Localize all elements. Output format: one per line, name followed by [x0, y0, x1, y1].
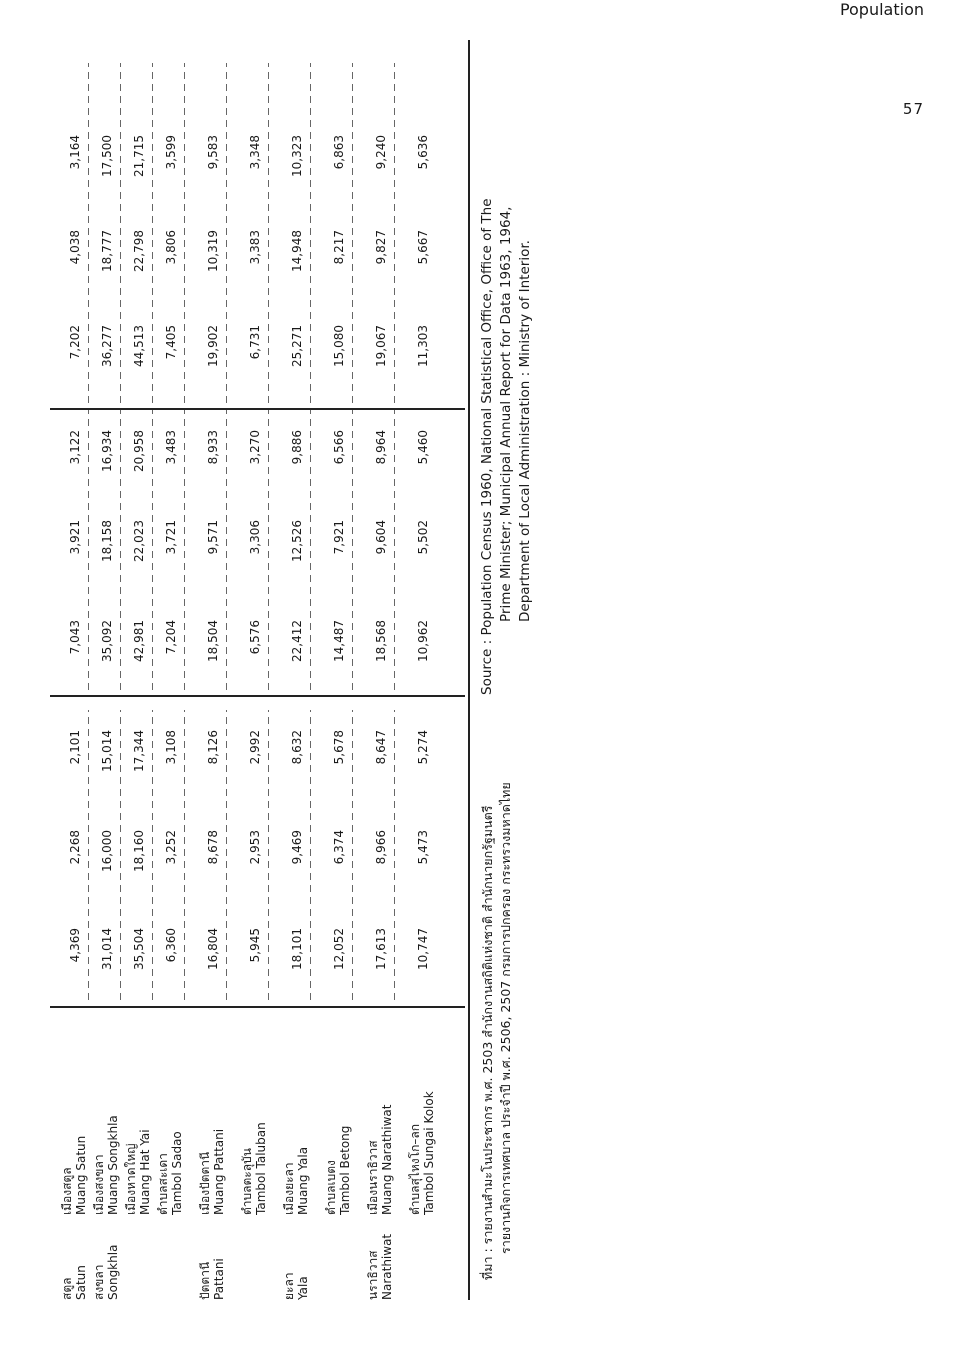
province-name [282, 1220, 310, 1300]
population-value: 9,571 [206, 520, 220, 555]
population-value: 18,504 [206, 620, 220, 662]
population-value: 6,374 [332, 830, 346, 865]
province-english: Narathiwat [380, 1233, 394, 1300]
population-value: 18,158 [100, 520, 114, 562]
municipality-name [282, 1015, 310, 1215]
row-separator [352, 710, 353, 1000]
table-row [324, 40, 356, 1300]
thai-footnote-line-1: ที่มา : รายงานสำมะโนประชากร พ.ศ. 2503 สำนักงานสถิติแห่งชาติ สำนักนายกรัฐมนตรี [480, 805, 495, 1280]
population-value: 2,101 [68, 730, 82, 765]
table-row [124, 40, 156, 1300]
table-row [92, 40, 124, 1300]
population-value: 10,319 [206, 230, 220, 272]
municipality-thai: เมืองยะลา [282, 1162, 296, 1215]
row-separator [152, 410, 153, 690]
municipality-thai: เมืองสงขลา [92, 1154, 106, 1215]
row-separator [310, 63, 311, 403]
row-separator [88, 410, 89, 690]
population-value: 2,268 [68, 830, 82, 865]
population-value: 12,526 [290, 520, 304, 562]
population-value: 7,043 [68, 620, 82, 655]
row-separator [310, 410, 311, 690]
municipality-english: Muang Yala [296, 1146, 310, 1215]
row-separator [88, 710, 89, 1000]
row-separator [120, 63, 121, 403]
municipality-english: Muang Pattani [212, 1128, 226, 1215]
row-separator [120, 710, 121, 1000]
table-row [156, 40, 188, 1300]
population-value: 44,513 [132, 325, 146, 367]
municipality-name [60, 1015, 88, 1215]
population-value: 3,921 [68, 520, 82, 555]
population-value: 7,921 [332, 520, 346, 555]
population-value: 5,667 [416, 230, 430, 265]
population-value: 19,067 [374, 325, 388, 367]
population-value: 6,360 [164, 928, 178, 963]
population-value: 8,933 [206, 430, 220, 465]
province-thai: นราธิวาส [366, 1250, 380, 1300]
page-number: 57 [902, 100, 924, 118]
population-value: 8,678 [206, 830, 220, 865]
population-value: 8,647 [374, 730, 388, 765]
population-value: 16,804 [206, 928, 220, 970]
province-thai: สตูล [60, 1277, 74, 1300]
population-value: 9,827 [374, 230, 388, 265]
population-value: 9,240 [374, 135, 388, 170]
population-value: 6,731 [248, 325, 262, 360]
row-separator [268, 63, 269, 403]
population-value: 3,348 [248, 135, 262, 170]
population-value: 22,412 [290, 620, 304, 662]
population-value: 20,958 [132, 430, 146, 472]
rotated-table-region [30, 40, 630, 1300]
row-separator [152, 63, 153, 403]
source-line-3: Department of Local Administration : Ministry of Interior. [517, 240, 533, 622]
municipality-english: Muang Satun [74, 1135, 88, 1215]
population-value: 25,271 [290, 325, 304, 367]
population-value: 6,566 [332, 430, 346, 465]
population-value: 7,405 [164, 325, 178, 360]
population-value: 7,204 [164, 620, 178, 655]
population-value: 8,964 [374, 430, 388, 465]
population-value: 3,721 [164, 520, 178, 555]
table-row [60, 40, 92, 1300]
municipality-thai: เมืองปัตตานี [198, 1151, 212, 1215]
population-value: 17,500 [100, 135, 114, 177]
population-value: 15,014 [100, 730, 114, 772]
population-value: 16,934 [100, 430, 114, 472]
row-separator [352, 410, 353, 690]
row-separator [352, 63, 353, 403]
municipality-thai: เมืองหาดใหญ่ [124, 1143, 138, 1215]
source-line-1: Source : Population Census 1960, National Statistical Office, Office of The [479, 198, 495, 695]
population-value: 36,277 [100, 325, 114, 367]
population-value: 10,323 [290, 135, 304, 177]
population-value: 3,599 [164, 135, 178, 170]
population-value: 19,902 [206, 325, 220, 367]
row-separator [268, 710, 269, 1000]
table-row [240, 40, 272, 1300]
municipality-english: Tambol Betong [338, 1125, 352, 1215]
population-value: 3,108 [164, 730, 178, 765]
row-separator [88, 63, 89, 403]
municipality-english: Muang Hat Yai [138, 1129, 152, 1215]
thai-footnote-line-2: รายงานกิจการเทศบาล ประจำปี พ.ศ. 2506, 2507 กรมการปกครอง กระทรวงมหาดไทย [498, 782, 513, 1254]
row-separator [226, 710, 227, 1000]
population-value: 4,038 [68, 230, 82, 265]
municipality-name [92, 1015, 120, 1215]
row-separator [184, 410, 185, 690]
row-separator [310, 710, 311, 1000]
population-value: 21,715 [132, 135, 146, 177]
row-separator [184, 710, 185, 1000]
population-value: 8,632 [290, 730, 304, 765]
row-separator [226, 410, 227, 690]
population-value: 5,678 [332, 730, 346, 765]
population-value: 7,202 [68, 325, 82, 360]
row-separator [152, 710, 153, 1000]
row-separator [394, 710, 395, 1000]
population-value: 17,344 [132, 730, 146, 772]
row-separator [226, 63, 227, 403]
population-value: 35,092 [100, 620, 114, 662]
municipality-name [408, 1015, 436, 1215]
population-value: 2,992 [248, 730, 262, 765]
population-value: 5,945 [248, 928, 262, 963]
table-row [282, 40, 314, 1300]
row-separator [394, 410, 395, 690]
population-value: 10,962 [416, 620, 430, 662]
population-value: 16,000 [100, 830, 114, 872]
municipality-name [240, 1015, 268, 1215]
population-value: 12,052 [332, 928, 346, 970]
table-row [198, 40, 230, 1300]
municipality-name [324, 1015, 352, 1215]
population-value: 14,948 [290, 230, 304, 272]
municipality-name [366, 1015, 394, 1215]
population-value: 14,487 [332, 620, 346, 662]
row-separator [394, 63, 395, 403]
province-thai: สงขลา [92, 1264, 106, 1300]
table-row [366, 40, 398, 1300]
population-value: 11,303 [416, 325, 430, 367]
province-thai: ปัตตานี [198, 1261, 212, 1300]
province-thai: ยะลา [282, 1272, 296, 1300]
population-value: 2,953 [248, 830, 262, 865]
population-value: 3,122 [68, 430, 82, 465]
rule-table-bottom [468, 40, 470, 1300]
municipality-name [156, 1015, 184, 1215]
row-separator [268, 410, 269, 690]
population-value: 8,126 [206, 730, 220, 765]
population-value: 6,863 [332, 135, 346, 170]
population-value: 9,469 [290, 830, 304, 865]
table-row [408, 40, 440, 1300]
municipality-name [124, 1015, 152, 1215]
municipality-english: Muang Narathiwat [380, 1104, 394, 1215]
population-value: 3,483 [164, 430, 178, 465]
population-value: 3,164 [68, 135, 82, 170]
municipality-thai: เมืองสตูล [60, 1167, 74, 1215]
population-value: 3,252 [164, 830, 178, 865]
population-value: 5,502 [416, 520, 430, 555]
population-value: 18,568 [374, 620, 388, 662]
population-value: 3,270 [248, 430, 262, 465]
municipality-thai: ตำบลสะเดา [156, 1153, 170, 1215]
population-value: 9,604 [374, 520, 388, 555]
population-value: 3,383 [248, 230, 262, 265]
population-value: 3,806 [164, 230, 178, 265]
population-value: 18,101 [290, 928, 304, 970]
municipality-name [198, 1015, 226, 1215]
population-value: 31,014 [100, 928, 114, 970]
municipality-english: Muang Songkhla [106, 1115, 120, 1215]
population-value: 35,504 [132, 928, 146, 970]
population-value: 6,576 [248, 620, 262, 655]
population-value: 3,306 [248, 520, 262, 555]
municipality-english: Tambol Sadao [170, 1131, 184, 1215]
population-value: 42,981 [132, 620, 146, 662]
municipality-thai: เมืองนราธิวาส [366, 1140, 380, 1215]
page-title: Population [839, 0, 924, 19]
province-name [366, 1220, 394, 1300]
municipality-english: Tambol Taluban [254, 1122, 268, 1215]
province-english: Satun [74, 1265, 88, 1300]
province-english: Songkhla [106, 1244, 120, 1300]
population-value: 18,160 [132, 830, 146, 872]
row-separator [184, 63, 185, 403]
province-name [60, 1220, 88, 1300]
population-value: 8,217 [332, 230, 346, 265]
population-value: 5,274 [416, 730, 430, 765]
population-value: 5,636 [416, 135, 430, 170]
province-name [198, 1220, 226, 1300]
population-value: 22,023 [132, 520, 146, 562]
province-name [92, 1220, 120, 1300]
population-value: 9,886 [290, 430, 304, 465]
municipality-thai: ตำบลตะลุบัน [240, 1148, 254, 1215]
province-english: Pattani [212, 1258, 226, 1300]
municipality-thai: ตำบลเบตง [324, 1160, 338, 1215]
row-separator [120, 410, 121, 690]
population-value: 8,966 [374, 830, 388, 865]
province-english: Yala [296, 1276, 310, 1300]
population-value: 18,777 [100, 230, 114, 272]
population-value: 9,583 [206, 135, 220, 170]
population-value: 22,798 [132, 230, 146, 272]
population-value: 10,747 [416, 928, 430, 970]
municipality-english: Tambol Sungai Kolok [422, 1091, 436, 1215]
municipality-thai: ตำบลสุไหงโก–ลก [408, 1124, 422, 1215]
population-value: 5,473 [416, 830, 430, 865]
population-value: 5,460 [416, 430, 430, 465]
source-line-2: Prime Minister; Municipal Annual Report for Data 1963, 1964, [498, 206, 514, 622]
population-value: 17,613 [374, 928, 388, 970]
population-value: 4,369 [68, 928, 82, 963]
population-value: 15,080 [332, 325, 346, 367]
